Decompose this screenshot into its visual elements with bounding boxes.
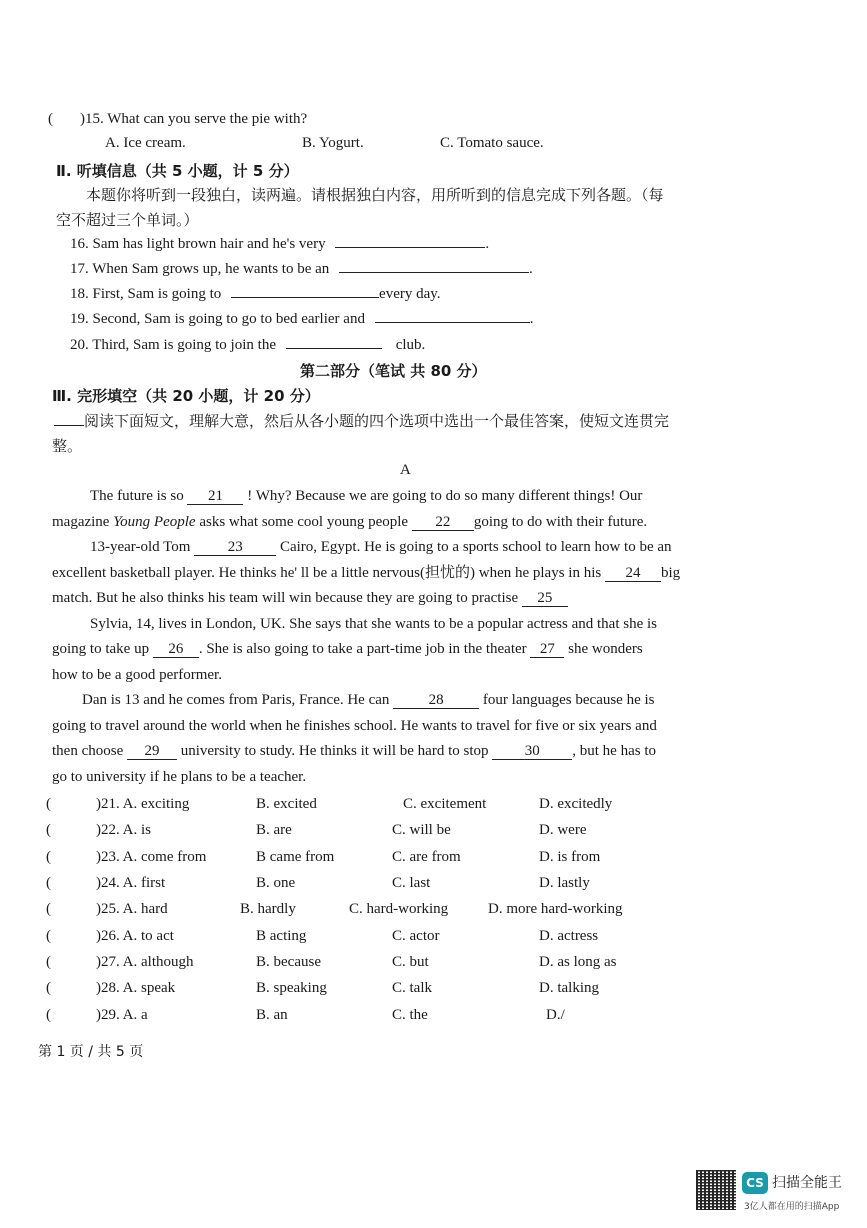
answer-paren[interactable]: (: [46, 875, 51, 891]
blank-27[interactable]: 27: [530, 642, 564, 658]
passage-line: 13-year-old Tom 23 Cairo, Egypt. He is going to a sports school to learn how to be an: [90, 539, 672, 555]
option-d: D. were: [539, 822, 587, 838]
section3-instructions-line2: 整。: [52, 439, 83, 455]
option-c: C. hard-working: [349, 901, 449, 917]
blank-22[interactable]: 22: [412, 515, 474, 531]
underline-mark: [54, 425, 84, 426]
option-c: C. are from: [392, 849, 461, 865]
option-c: C. will be: [392, 822, 451, 838]
answer-blank[interactable]: [375, 322, 530, 323]
answer-paren[interactable]: (: [46, 796, 51, 812]
answer-blank[interactable]: [286, 348, 382, 349]
option-d: D. lastly: [539, 875, 590, 891]
option-b: B. an: [256, 1007, 288, 1023]
blank-30[interactable]: 30: [492, 744, 572, 760]
page-number: 第 1 页 / 共 5 页: [38, 1044, 144, 1060]
option-d: D. actress: [539, 928, 599, 944]
section2-instructions-line2: 空不超过三个单词。）: [56, 213, 199, 229]
listen-item-16: 16. Sam has light brown hair and he's very .: [70, 236, 490, 252]
section2-instructions-line1: 本题你将听到一段独白，读两遍。请根据独白内容，用所听到的信息完成下列各题。（每: [86, 188, 664, 204]
option-d: D. excitedly: [539, 796, 613, 812]
section3-title: Ⅲ. 完形填空（共 20 小题，计 20 分）: [52, 387, 320, 405]
q15-question: )15. What can you serve the pie with?: [80, 111, 308, 127]
blank-21[interactable]: 21: [187, 489, 243, 505]
passage-line: excellent basketball player. He thinks he' ll be a little nervous(担忧的) when he plays in his 24 big: [52, 564, 681, 581]
passage-line: go to university if he plans to be a teacher.: [52, 768, 307, 785]
question-number: )24. A. first: [96, 875, 166, 891]
option-d: D. is from: [539, 849, 601, 865]
answer-paren[interactable]: (: [46, 928, 51, 944]
camscanner-logo-icon: CS: [742, 1172, 768, 1194]
question-number: )26. A. to act: [96, 928, 174, 944]
q15-option-a: A. Ice cream.: [105, 135, 186, 151]
question-number: )29. A. a: [96, 1007, 148, 1023]
passage-line: magazine Young People asks what some cool young people 22 going to do with their future.: [52, 513, 648, 530]
passage-line: going to take up 26 . She is also going to take a part-time job in the theater 27 she wonders: [52, 641, 643, 657]
option-b: B. hardly: [240, 901, 296, 917]
blank-24[interactable]: 24: [605, 566, 661, 582]
option-b: B. because: [256, 954, 321, 970]
option-b: B. one: [256, 875, 296, 891]
scanner-tagline: 3亿人都在用的扫描App: [744, 1202, 840, 1212]
passage-line: The future is so 21 ! Why? Because we are going to do so many different things! Our: [90, 488, 643, 504]
scanner-brand-name: 扫描全能王: [772, 1175, 842, 1191]
option-d: D./: [546, 1007, 565, 1023]
passage-line: Sylvia, 14, lives in London, UK. She says that she wants to be a popular actress and that she is: [90, 615, 657, 632]
option-d: D. more hard-working: [488, 901, 623, 917]
option-b: B came from: [256, 849, 335, 865]
answer-blank[interactable]: [339, 272, 529, 273]
answer-paren[interactable]: (: [46, 822, 51, 838]
question-number: )27. A. although: [96, 954, 194, 970]
answer-paren[interactable]: (: [46, 954, 51, 970]
passage-label: A: [400, 462, 411, 478]
q15-option-c: C. Tomato sauce.: [440, 135, 544, 151]
blank-28[interactable]: 28: [393, 693, 479, 709]
option-c: C. talk: [392, 980, 432, 996]
qr-code-icon: [696, 1170, 736, 1210]
option-b: B acting: [256, 928, 307, 944]
option-b: B. are: [256, 822, 292, 838]
passage: [52, 484, 742, 790]
part2-title: 第二部分（笔试 共 80 分）: [300, 362, 487, 380]
question-number: )25. A. hard: [96, 901, 168, 917]
passage-line: how to be a good performer.: [52, 666, 222, 683]
option-c: C. excitement: [403, 796, 487, 812]
listen-item-19: 19. Second, Sam is going to go to bed earlier and .: [70, 311, 534, 327]
question-number: )22. A. is: [96, 822, 152, 838]
option-c: C. actor: [392, 928, 440, 944]
question-number: )21. A. exciting: [96, 796, 190, 812]
passage-line: match. But he also thinks his team will win because they are going to practise 25: [52, 586, 742, 612]
listen-item-20: 20. Third, Sam is going to join the club.: [70, 337, 426, 353]
option-c: C. the: [392, 1007, 428, 1023]
option-d: D. as long as: [539, 954, 617, 970]
section3-instructions-line1: 阅读下面短文，理解大意，然后从各小题的四个选项中选出一个最佳答案，使短文连贯完: [54, 410, 669, 431]
blank-26[interactable]: 26: [153, 642, 199, 658]
section2-title: Ⅱ. 听填信息（共 5 小题，计 5 分）: [56, 162, 299, 180]
answer-blank[interactable]: [335, 247, 485, 248]
option-c: C. but: [392, 954, 429, 970]
blank-25[interactable]: 25: [522, 591, 568, 607]
blank-29[interactable]: 29: [127, 744, 177, 760]
option-b: B. excited: [256, 796, 317, 812]
listen-item-18: 18. First, Sam is going to every day.: [70, 286, 441, 302]
passage-line: then choose 29 university to study. He thinks it will be hard to stop 30 , but he has to: [52, 743, 656, 759]
passage-line: going to travel around the world when he finishes school. He wants to travel for five or six years and: [52, 717, 657, 734]
question-number: )23. A. come from: [96, 849, 207, 865]
q15-option-b: B. Yogurt.: [302, 135, 364, 151]
answer-paren[interactable]: (: [46, 849, 51, 865]
answer-paren[interactable]: (: [46, 1007, 51, 1023]
blank-23[interactable]: 23: [194, 540, 276, 556]
passage-line: Dan is 13 and he comes from Paris, France. He can 28 four languages because he is: [82, 692, 655, 708]
option-d: D. talking: [539, 980, 599, 996]
answer-paren[interactable]: (: [46, 901, 51, 917]
option-c: C. last: [392, 875, 431, 891]
listen-item-17: 17. When Sam grows up, he wants to be an .: [70, 261, 533, 277]
q15-paren: (: [48, 111, 53, 127]
answer-paren[interactable]: (: [46, 980, 51, 996]
answer-blank[interactable]: [231, 297, 379, 298]
question-number: )28. A. speak: [96, 980, 176, 996]
option-b: B. speaking: [256, 980, 327, 996]
